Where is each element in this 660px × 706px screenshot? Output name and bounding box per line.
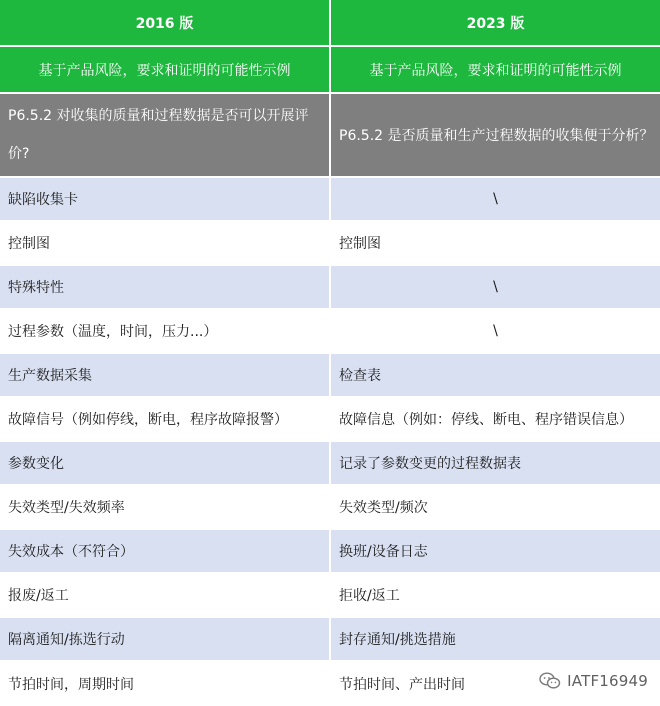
subheader-2023: 基于产品风险，要求和证明的可能性示例 xyxy=(331,47,660,92)
row-2023-cell: 故障信息（例如：停线、断电、程序错误信息） xyxy=(331,398,660,440)
row-2016-cell: 故障信号（例如停线，断电，程序故障报警） xyxy=(0,398,329,440)
table-row xyxy=(0,310,660,352)
table-row xyxy=(0,354,660,396)
row-2016-cell: 失效类型/失效频率 xyxy=(0,486,329,528)
row-2016-cell: 生产数据采集 xyxy=(0,354,329,396)
row-2023-cell: 控制图 xyxy=(331,222,660,264)
header-2016: 2016 版 xyxy=(0,0,329,45)
wechat-icon xyxy=(539,672,561,690)
question-2016 xyxy=(0,94,329,176)
row-2023-cell: 拒收/返工 xyxy=(331,574,660,616)
table-row xyxy=(0,442,660,484)
question-2016-text: P6.5.2 对收集的质量和过程数据是否可以开展评价? xyxy=(8,108,309,162)
row-2023-cell: 失效类型/频次 xyxy=(331,486,660,528)
subheader-2016: 基于产品风险，要求和证明的可能性示例 xyxy=(0,47,329,92)
table-row xyxy=(0,486,660,528)
row-2023-cell: \ xyxy=(331,310,660,352)
row-2023-cell: 检查表 xyxy=(331,354,660,396)
row-2016-cell: 参数变化 xyxy=(0,442,329,484)
row-2023-cell: 封存通知/挑选措施 xyxy=(331,618,660,660)
row-2016-cell: 节拍时间，周期时间 xyxy=(0,662,329,706)
table-header-row xyxy=(0,0,660,45)
row-2023-cell: 换班/设备日志 xyxy=(331,530,660,572)
table-row xyxy=(0,398,660,440)
watermark-text: IATF16949 xyxy=(567,672,648,690)
watermark xyxy=(539,672,648,690)
table-row xyxy=(0,574,660,616)
row-2023-cell: 节拍时间、产出时间 xyxy=(331,662,660,706)
question-row xyxy=(0,94,660,176)
row-2016-cell: 隔离通知/拣选行动 xyxy=(0,618,329,660)
row-2016-cell: 控制图 xyxy=(0,222,329,264)
row-2016-cell: 失效成本（不符合） xyxy=(0,530,329,572)
table-row xyxy=(0,266,660,308)
table-row xyxy=(0,222,660,264)
table-row xyxy=(0,618,660,660)
table-subheader-row xyxy=(0,47,660,92)
row-2016-cell: 过程参数（温度，时间，压力...） xyxy=(0,310,329,352)
row-2023-cell: 记录了参数变更的过程数据表 xyxy=(331,442,660,484)
table-row xyxy=(0,178,660,220)
row-2016-cell: 报废/返工 xyxy=(0,574,329,616)
question-2023: P6.5.2 是否质量和生产过程数据的收集便于分析？ xyxy=(331,94,660,176)
header-2023: 2023 版 xyxy=(331,0,660,45)
table-row xyxy=(0,530,660,572)
row-2016-cell: 特殊特性 xyxy=(0,266,329,308)
row-2016-cell: 缺陷收集卡 xyxy=(0,178,329,220)
row-2023-cell: \ xyxy=(331,266,660,308)
row-2023-cell: \ xyxy=(331,178,660,220)
